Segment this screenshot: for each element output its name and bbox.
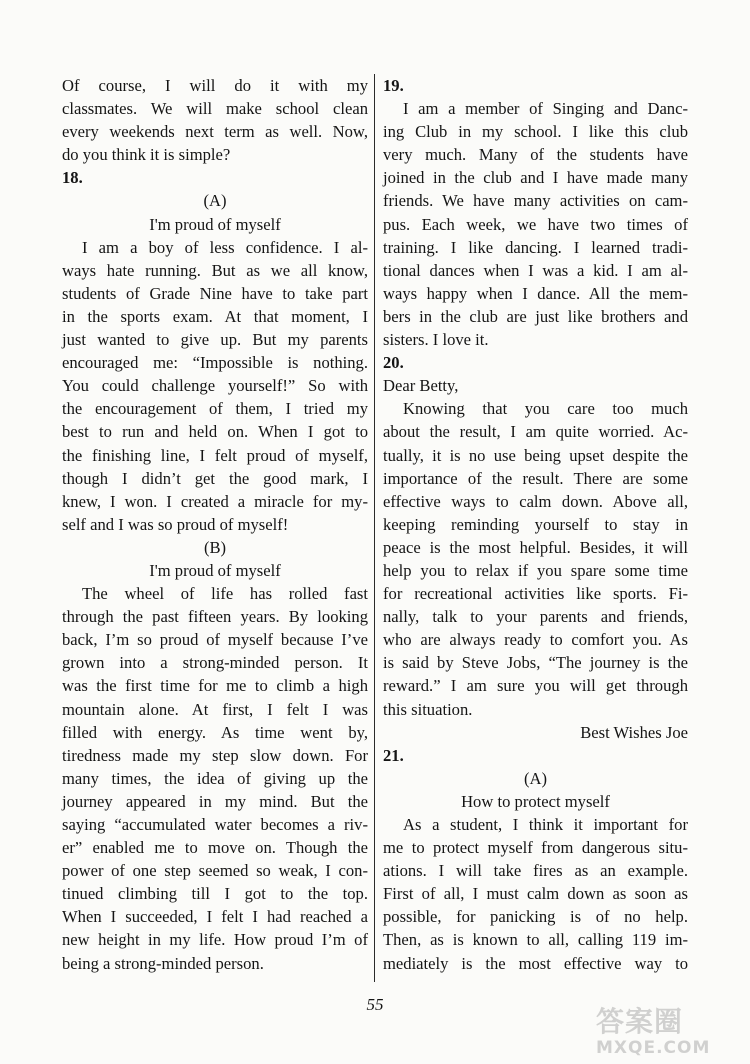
text-line: The wheel of life has rolled fast (82, 584, 368, 604)
text-line: ways hate running. But as we all know, (62, 260, 368, 280)
watermark (596, 1000, 744, 1060)
text-line: in the sports exam. At that moment, I (62, 306, 368, 326)
text-line: friends. We have many activities on cam- (383, 191, 688, 211)
text-line: being a strong-minded person. (62, 953, 264, 973)
text-line: many times, the idea of giving up the (62, 768, 368, 788)
text-line: about the result, I am quite worried. Ac- (383, 422, 688, 442)
text-line: help you to relax if you spare some time (383, 560, 688, 580)
text-line: very much. Many of the students have (383, 145, 688, 165)
right-column (383, 74, 688, 975)
text-line: do you think it is simple? (62, 145, 231, 165)
text-line: ations. I will take fires as an example. (383, 861, 688, 881)
text-line: me to protect myself from dangerous situ- (383, 838, 688, 858)
text-line: students of Grade Nine have to take part (62, 283, 368, 303)
text-line: importance of the result. There are some (383, 468, 688, 488)
text-line: was the first time for me to climb a high (62, 676, 368, 696)
question-number: 21. (383, 745, 404, 765)
text-line: I am a member of Singing and Danc- (403, 99, 688, 119)
text-line: knew, I won. I created a miracle for my- (62, 491, 368, 511)
text-line: joined in the club and I have made many (383, 168, 688, 188)
text-line: mediately is the most effective way to (383, 953, 688, 973)
text-line: bers in the club are just like brothers and (383, 306, 688, 326)
letter-signature: Best Wishes Joe (580, 722, 688, 742)
text-line: saying “accumulated water becomes a riv- (62, 815, 368, 834)
text-line: er” enabled me to move on. Though the (62, 838, 368, 858)
text-line: You could challenge yourself!” So with (62, 376, 368, 396)
text-line: possible, for panicking is of no help. (383, 907, 688, 927)
text-line: best to run and held on. When I got to (62, 422, 368, 442)
text-line: encouraged me: “Impossible is nothing. (62, 353, 368, 373)
text-line: is said by Steve Jobs, “The journey is the (383, 653, 688, 673)
text-line: keeping reminding yourself to stay in (383, 514, 688, 534)
text-line: just wanted to give up. But my parents (62, 330, 368, 350)
section-heading: (A) (203, 191, 227, 211)
question-number: 19. (383, 76, 404, 95)
text-line: filled with energy. As time went by, (62, 722, 368, 742)
text-line: I am a boy of less confidence. I al- (82, 237, 368, 257)
text-line: Knowing that you care too much (403, 399, 688, 419)
section-heading: How to protect myself (461, 791, 610, 811)
text-line: mountain alone. At first, I felt I was (62, 699, 368, 719)
text-line: nally, talk to your parents and friends, (383, 607, 688, 627)
text-line: tinued climbing till I got to the top. (62, 884, 368, 904)
text-line: every weekends next term as well. Now, (62, 122, 368, 142)
section-heading: (B) (203, 537, 227, 557)
question-number: 18. (62, 168, 83, 188)
text-line: the encouragement of them, I tried my (62, 399, 368, 419)
left-column (62, 74, 368, 975)
text-line: who are always ready to comfort you. As (383, 630, 688, 650)
text-line: When I succeeded, I felt I had reached a (62, 907, 368, 927)
text-line: this situation. (383, 699, 473, 719)
text-line: new height in my life. How proud I’m of (62, 930, 368, 950)
text-line: peace is the most helpful. Besides, it will (383, 537, 688, 557)
watermark-url: MXQE.COM (596, 1038, 711, 1058)
text-line: ing Club in my school. I like this club (383, 122, 688, 142)
text-line: classmates. We will make school clean (62, 99, 368, 119)
text-line: reward.” I am sure you will get through (383, 676, 688, 696)
text-line: power of one step seemed so weak, I con- (62, 861, 368, 881)
text-line: Then, as is known to all, calling 119 im- (383, 930, 688, 950)
text-line: ways happy when I dance. All the mem- (383, 283, 688, 303)
text-line: tiredness made my step slow down. For (62, 745, 368, 765)
question-number: 20. (383, 353, 404, 373)
text-line: sisters. I love it. (383, 330, 489, 350)
text-line: effective ways to calm down. Above all, (383, 491, 688, 511)
section-heading: I'm proud of myself (149, 214, 281, 234)
text-line: Of course, I will do it with my (62, 76, 368, 95)
text-line: the finishing line, I felt proud of myself, (62, 445, 368, 465)
section-heading: (A) (523, 768, 548, 788)
text-line: self and I was so proud of myself! (62, 514, 289, 534)
text-line: Dear Betty, (383, 376, 459, 396)
text-line: As a student, I think it important for (403, 815, 688, 834)
text-line: for recreational activities like sports. Fi- (383, 584, 688, 604)
watermark-logo-text: 答案圈 (596, 1005, 684, 1038)
text-line: training. I like dancing. I learned tradi- (383, 237, 688, 257)
text-line: grown into a strong-minded person. It (62, 653, 368, 673)
text-line: through the past fifteen years. By looking (62, 607, 368, 627)
text-line: back, I’m so proud of myself because I’ve (62, 630, 368, 650)
text-line: pus. Each week, we have two times of (383, 214, 688, 234)
text-line: First of all, I must calm down as soon as (383, 884, 688, 904)
column-divider (374, 74, 375, 982)
text-line: journey appeared in my mind. But the (62, 791, 368, 811)
text-line: tional dances when I was a kid. I am al- (383, 260, 688, 280)
text-line: tually, it is no use being upset despite the (383, 445, 688, 465)
section-heading: I'm proud of myself (149, 560, 281, 580)
text-line: though I didn’t get the good mark, I (62, 468, 368, 488)
page-number: 55 (366, 995, 384, 1014)
